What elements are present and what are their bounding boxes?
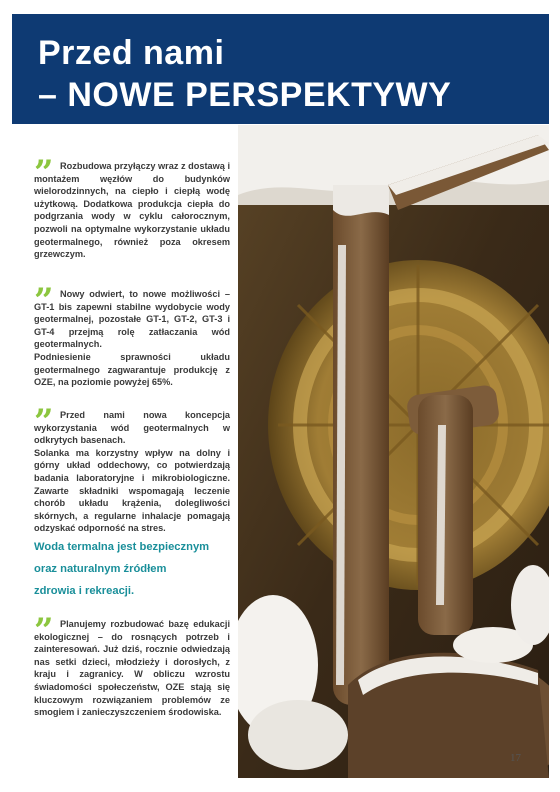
quote-mark-icon: ” (34, 153, 54, 193)
paragraph-body-continued: Solanka ma korzystny wpływ na dolny i górny układ oddechowy, co potwierdzają badania laboratoryjne i mikrobiologiczne. Zawarte składniki wspomagają leczenie chorób układu krążenia, dolegliwości skórnych, a regularne inhalacje pomagają odzyskać odporność na stres. (34, 447, 230, 534)
highlight-line-3: zdrowia i rekreacji. (34, 584, 135, 597)
highlight-line-2: oraz naturalnym źródłem (34, 562, 167, 575)
paragraph-text (34, 288, 230, 389)
paragraph-block-well (34, 281, 230, 389)
highlight-line-1: Woda termalna jest bezpiecznym (34, 540, 210, 553)
page-number: 17 (510, 752, 521, 764)
paragraph-body: Przed nami nowa koncepcja wykorzystania wód geotermalnych w odkrytych basenach. (34, 410, 230, 446)
paragraph-body: Rozbudowa przyłączy wraz z dostawą i montażem węzłów do budynków wielorodzinnych, na ciepło i ciepłą wodę użytkową. Dodatkowa produkcja ciepła do podgrzania wody w cyklu całorocznym, pozwoli na optymalne wykorzystanie układu geotermalnego, również poza okresem grzewczym. (34, 161, 231, 260)
paragraph-block-pools (34, 402, 230, 601)
quote-mark-icon: ” (34, 611, 54, 651)
title-banner (12, 14, 549, 124)
quote-mark-icon: ” (34, 402, 54, 442)
paragraph-body: Planujemy rozbudować bazę edukacji ekologicznej – do rosnących potrzeb i zainteresowań. Już dziś, rocznie odwiedzają nas setki dzieci, młodzieży i dorosłych, z kraju i zagranicy. W obliczu wzrostu świadomości społeczeństw, OZE stają się kluczowym rozwiązaniem problemów ze smogiem i zanieczyszczeniem środowiska. (34, 619, 230, 718)
page-title-line1: Przed nami (38, 34, 225, 72)
paragraph-text (34, 409, 230, 535)
paragraph-body-continued: Podniesienie sprawności układu geotermalnego zagwarantuje produkcję z OZE, na poziomie powyżej 65%. (34, 351, 230, 388)
paragraph-text (34, 618, 230, 719)
page-title-line2: – NOWE PERSPEKTYWY (38, 76, 452, 114)
brine-graduation-wheel-photo (238, 125, 549, 778)
quote-mark-icon: ” (34, 281, 54, 321)
paragraph-block-education (34, 611, 230, 719)
paragraph-text (34, 160, 230, 261)
paragraph-body: Nowy odwiert, to nowe możliwości – GT-1 bis zapewni stabilne wydobycie wody geotermalnej, pozostałe GT-1, GT-2, GT-3 i GT-4 przejmą rolę zatłaczania wód geotermalnych. (34, 289, 230, 350)
paragraph-block-heating (34, 153, 231, 261)
